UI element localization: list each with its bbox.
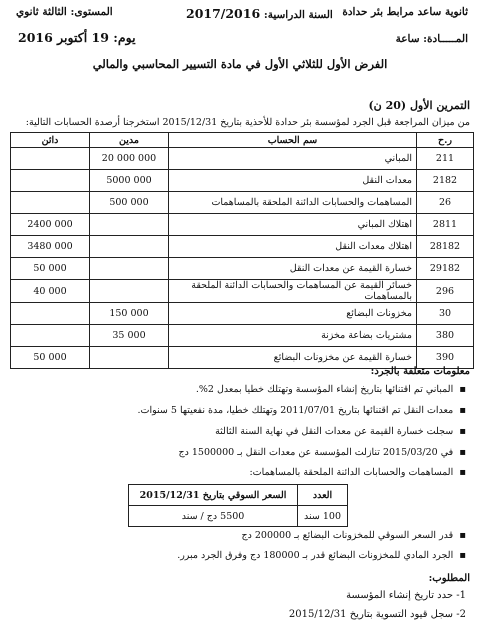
account-name: المساهمات والحسابات الدائنة الملحقة بالمساهمات: [169, 192, 417, 214]
accounts-table-header: [11, 133, 474, 148]
market-col-count: العدد: [298, 485, 348, 506]
credit-value: 2400 000: [11, 214, 90, 236]
table-row: [11, 303, 474, 325]
school-year-label: السنة الدراسية:: [263, 9, 333, 21]
account-name: المباني: [169, 148, 417, 170]
debit-value: 150 000: [90, 303, 169, 325]
account-number: 26: [417, 192, 474, 214]
credit-value: [11, 192, 90, 214]
col-account-number: ر.ح: [417, 133, 474, 148]
credit-value: 50 000: [11, 258, 90, 280]
account-name: اهتلاك معدات النقل: [169, 236, 417, 258]
info-bullet-5: ▪ المساهمات والحسابات الدائنة الملحقة بالمساهمات:: [249, 467, 466, 478]
col-account-name: سم الحساب: [169, 133, 417, 148]
col-credit: دائن: [11, 133, 90, 148]
account-name: مشتريات بضاعة مخزنة: [169, 325, 417, 347]
account-number: 390: [417, 347, 474, 369]
account-number: 30: [417, 303, 474, 325]
table-row: [11, 148, 474, 170]
inventory-info-title: معلومات متعلقة بالجرد:: [370, 366, 470, 377]
account-number: 29182: [417, 258, 474, 280]
market-price-table: [128, 484, 348, 527]
account-name: مخزونات البضائع: [169, 303, 417, 325]
account-name: خسارة القيمة عن معدات النقل: [169, 258, 417, 280]
table-row: [11, 258, 474, 280]
info-bullet-6: ▪ قدر السعر السوقي للمخزونات البضائع بـ 200000 دج: [241, 530, 466, 541]
account-number: 296: [417, 280, 474, 303]
credit-value: [11, 170, 90, 192]
level: المستوى: الثالثة ثانوي: [16, 6, 113, 18]
info-bullet-4: ▪ في 2015/03/20 تنازلت المؤسسة عن معدات النقل بـ 1500000 دج: [178, 447, 466, 458]
table-row: [11, 214, 474, 236]
info-bullet-7: ▪ الجرد المادي للمخزونات البضائع قدر بـ 180000 دج وفرق الجرد مبرر.: [177, 550, 466, 561]
debit-value: 20 000 000: [90, 148, 169, 170]
exam-title: [30, 57, 450, 72]
debit-value: 35 000: [90, 325, 169, 347]
credit-value: 40 000: [11, 280, 90, 303]
exam-date: يوم: 19 أكتوبر 2016: [18, 30, 136, 45]
col-debit: مدين: [90, 133, 169, 148]
school-year-value: 2017/2016: [186, 6, 261, 21]
exercise-title: التمرين الأول (20 ن): [368, 99, 470, 112]
table-row: [11, 170, 474, 192]
required-title: المطلوب:: [428, 573, 470, 584]
debit-value: [90, 258, 169, 280]
account-number: 28182: [417, 236, 474, 258]
exam-title-text: الفرض الأول للثلاثي الأول في مادة التسيير المحاسبي والمالي: [92, 57, 388, 71]
exercise-intro: من ميزان المراجعة قبل الجرد لمؤسسة بئر حدادة للأحذية بتاريخ 2015/12/31 استخرجنا أرصدة الحسابات التالية:: [25, 117, 470, 128]
required-2: 2- سجل قيود التسوية بتاريخ 2015/12/31: [288, 609, 466, 620]
account-name: معدات النقل: [169, 170, 417, 192]
debit-value: [90, 236, 169, 258]
account-number: 211: [417, 148, 474, 170]
account-number: 2811: [417, 214, 474, 236]
debit-value: 5000 000: [90, 170, 169, 192]
info-bullet-1: ▪ المباني تم اقتنائها بتاريخ إنشاء المؤسسة وتهتلك خطيا بمعدل 2%.: [196, 384, 466, 395]
account-name: اهتلاك المباني: [169, 214, 417, 236]
credit-value: [11, 325, 90, 347]
school-name: ثانوية ساعد مرابط بئر حدادة: [342, 6, 468, 18]
subject: المـــــادة: ساعة: [395, 33, 468, 45]
credit-value: 50 000: [11, 347, 90, 369]
table-row: [11, 192, 474, 214]
account-number: 2182: [417, 170, 474, 192]
table-row: [11, 236, 474, 258]
required-1: 1- حدد تاريخ إنشاء المؤسسة: [346, 590, 466, 601]
table-row: [11, 325, 474, 347]
table-row: [11, 280, 474, 303]
info-bullet-2: ▪ معدات النقل تم اقتنائها بتاريخ 2011/07/01 وتهتلك خطيا، مدة نفعيتها 5 سنوات.: [138, 405, 466, 416]
market-col-price: السعر السوقي بتاريخ 2015/12/31: [129, 485, 298, 506]
debit-value: [90, 347, 169, 369]
credit-value: [11, 303, 90, 325]
accounts-table: [10, 132, 474, 369]
market-count: 100 سند: [298, 506, 348, 527]
debit-value: 500 000: [90, 192, 169, 214]
debit-value: [90, 280, 169, 303]
account-name: خسارة القيمة عن مخزونات البضائع: [169, 347, 417, 369]
account-number: 380: [417, 325, 474, 347]
school-year: [186, 6, 333, 21]
account-name: خسائر القيمة عن المساهمات والحسابات الدائنة الملحقة بالمساهمات: [169, 280, 417, 303]
credit-value: [11, 148, 90, 170]
debit-value: [90, 214, 169, 236]
credit-value: 3480 000: [11, 236, 90, 258]
market-price: 5500 دج / سند: [129, 506, 298, 527]
info-bullet-3: ▪ سجلت خسارة القيمة عن معدات النقل في نهاية السنة الثالثة: [215, 426, 466, 437]
